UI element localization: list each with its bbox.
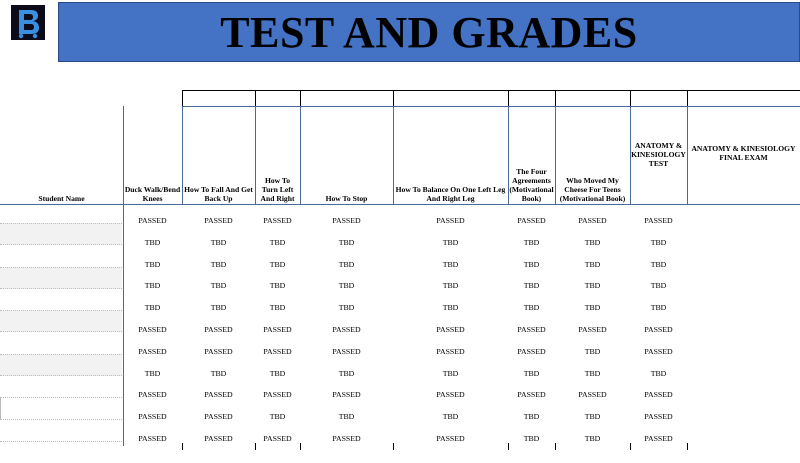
grade-cell[interactable]: TBD [269, 281, 286, 291]
column-divider [555, 90, 556, 106]
column-divider [255, 90, 256, 106]
grade-cell[interactable]: TBD [584, 368, 601, 378]
column-divider [255, 443, 256, 450]
column-divider [393, 90, 394, 106]
column-divider [182, 90, 183, 106]
column-header[interactable]: How To Balance On One Left Leg And Right Leg [395, 185, 506, 203]
grade-cell[interactable]: TBD [144, 303, 161, 313]
grade-cell[interactable]: PASSED [263, 390, 292, 400]
grade-cell[interactable]: TBD [144, 237, 161, 247]
column-divider [687, 90, 688, 106]
grade-cell[interactable]: TBD [650, 303, 667, 313]
grade-cell[interactable]: TBD [523, 281, 540, 291]
grade-cell[interactable]: PASSED [263, 346, 292, 356]
student-name-cell[interactable] [0, 310, 122, 332]
grade-cell[interactable]: PASSED [204, 346, 233, 356]
grade-cell[interactable]: TBD [584, 434, 601, 443]
grade-cell[interactable]: PASSED [138, 434, 167, 443]
grade-cell[interactable]: TBD [442, 412, 459, 422]
grade-cell[interactable]: TBD [269, 412, 286, 422]
grade-cell[interactable]: TBD [523, 237, 540, 247]
column-header[interactable]: Duck Walk/Bend Knees [124, 185, 181, 203]
grade-cell[interactable]: TBD [523, 434, 540, 443]
student-name-cell[interactable] [0, 223, 122, 245]
grade-cell[interactable]: PASSED [332, 325, 361, 334]
grade-cell[interactable]: TBD [210, 237, 227, 247]
column-header[interactable]: Who Moved My Cheese For Teens (Motivational Book) [559, 176, 626, 203]
grade-cell[interactable]: PASSED [204, 412, 233, 422]
grade-cell[interactable]: TBD [210, 303, 227, 313]
grade-cell[interactable]: TBD [269, 368, 286, 378]
grade-cell[interactable]: TBD [523, 368, 540, 378]
student-name-cell[interactable] [0, 376, 122, 398]
grade-cell[interactable]: PASSED [644, 390, 673, 400]
grade-cell[interactable]: PASSED [138, 216, 167, 225]
grade-cell[interactable]: PASSED [517, 325, 546, 334]
grade-cell[interactable]: PASSED [517, 390, 546, 400]
grade-cell[interactable]: TBD [650, 281, 667, 291]
column-divider [300, 443, 301, 450]
grade-cell[interactable]: PASSED [578, 325, 607, 334]
grade-cell[interactable]: TBD [338, 412, 355, 422]
grade-cell[interactable]: PASSED [263, 216, 292, 225]
grade-cell[interactable]: PASSED [138, 325, 167, 334]
grade-cell[interactable]: TBD [442, 237, 459, 247]
grade-cell[interactable]: TBD [442, 368, 459, 378]
grade-cell[interactable]: PASSED [644, 434, 673, 443]
grade-cell[interactable]: PASSED [517, 346, 546, 356]
column-divider [630, 90, 631, 106]
column-header[interactable]: How To Turn Left And Right [260, 176, 295, 203]
grade-cell[interactable]: TBD [269, 259, 286, 269]
grade-cell[interactable]: TBD [523, 259, 540, 269]
grade-cell[interactable]: TBD [338, 237, 355, 247]
column-divider [393, 443, 394, 450]
grade-cell[interactable]: PASSED [332, 216, 361, 225]
column-divider [508, 443, 509, 450]
column-header[interactable]: How To Stop [325, 194, 368, 203]
grade-cell[interactable]: PASSED [204, 325, 233, 334]
grade-cell[interactable]: PASSED [644, 412, 673, 422]
grade-cell[interactable]: TBD [144, 368, 161, 378]
grade-cell[interactable]: PASSED [436, 325, 465, 334]
grade-cell[interactable]: TBD [210, 368, 227, 378]
grade-cell[interactable]: TBD [523, 303, 540, 313]
grade-cell[interactable]: TBD [584, 237, 601, 247]
student-name-cell[interactable] [0, 332, 122, 354]
grade-cell[interactable]: TBD [269, 303, 286, 313]
grade-cell[interactable]: TBD [584, 346, 601, 356]
column-header[interactable]: The Four Agreements (Motivational Book) [509, 167, 554, 203]
grade-cell[interactable]: TBD [442, 281, 459, 291]
column-divider [687, 443, 688, 450]
column-header[interactable]: ANATOMY & KINESIOLOGY TEST [631, 141, 686, 168]
grade-cell[interactable]: PASSED [204, 434, 233, 443]
grade-cell[interactable]: TBD [210, 281, 227, 291]
column-divider [300, 90, 301, 106]
grade-cell[interactable]: TBD [269, 237, 286, 247]
grade-cell[interactable]: PASSED [332, 346, 361, 356]
student-name-cell[interactable] [0, 419, 122, 441]
grade-cell[interactable]: PASSED [578, 216, 607, 225]
student-name-cell[interactable] [0, 267, 122, 289]
grade-cell[interactable]: TBD [338, 259, 355, 269]
grade-cell[interactable]: TBD [144, 259, 161, 269]
grade-cell[interactable]: TBD [584, 259, 601, 269]
column-header[interactable]: How To Fall And Get Back Up [184, 185, 253, 203]
grade-cell[interactable]: TBD [442, 303, 459, 313]
grade-cell[interactable]: TBD [523, 412, 540, 422]
student-name-cell[interactable] [0, 441, 122, 463]
grade-cell[interactable]: TBD [338, 281, 355, 291]
grade-cell[interactable]: PASSED [644, 325, 673, 334]
student-name-cell[interactable] [0, 245, 122, 267]
grade-cell[interactable]: TBD [338, 368, 355, 378]
grade-cell[interactable]: TBD [650, 368, 667, 378]
grade-cell[interactable]: PASSED [436, 216, 465, 225]
grade-cell[interactable]: TBD [338, 303, 355, 313]
grade-cell[interactable]: PASSED [436, 434, 465, 443]
student-name-cell[interactable] [0, 354, 122, 376]
grade-cell[interactable]: PASSED [578, 390, 607, 400]
column-divider [508, 90, 509, 106]
grade-cell[interactable]: PASSED [263, 325, 292, 334]
column-header[interactable]: ANATOMY & KINESIOLOGY FINAL EXAM [691, 144, 796, 162]
grade-cell[interactable]: PASSED [332, 434, 361, 443]
header-bottom-rule [0, 204, 800, 205]
grade-cell[interactable]: PASSED [138, 412, 167, 422]
grade-cell[interactable]: TBD [210, 259, 227, 269]
grade-cell[interactable]: PASSED [204, 216, 233, 225]
header-top-rule [182, 90, 800, 91]
student-name-cell[interactable] [0, 288, 122, 310]
page-title: TEST AND GRADES [220, 7, 638, 57]
column-divider [630, 443, 631, 450]
grade-cell[interactable]: PASSED [332, 390, 361, 400]
student-name-cell[interactable] [0, 397, 122, 419]
column-divider [555, 443, 556, 450]
grade-cell[interactable]: PASSED [436, 346, 465, 356]
grade-cell[interactable]: TBD [442, 259, 459, 269]
grade-cell[interactable]: PASSED [138, 390, 167, 400]
grade-cell[interactable]: PASSED [644, 346, 673, 356]
grade-cell[interactable]: PASSED [138, 346, 167, 356]
column-divider [182, 443, 183, 450]
grade-cell[interactable]: TBD [650, 259, 667, 269]
grade-cell[interactable]: PASSED [263, 434, 292, 443]
grade-cell[interactable]: TBD [650, 237, 667, 247]
grade-cell[interactable]: PASSED [644, 216, 673, 225]
grade-cell[interactable]: TBD [584, 303, 601, 313]
grade-cell[interactable]: TBD [584, 281, 601, 291]
grade-cell[interactable]: PASSED [436, 390, 465, 400]
grade-cell[interactable]: PASSED [204, 390, 233, 400]
column-header[interactable]: Student Name [38, 194, 85, 203]
grade-cell[interactable]: TBD [144, 281, 161, 291]
grade-cell[interactable]: PASSED [517, 216, 546, 225]
grade-cell[interactable]: TBD [584, 412, 601, 422]
